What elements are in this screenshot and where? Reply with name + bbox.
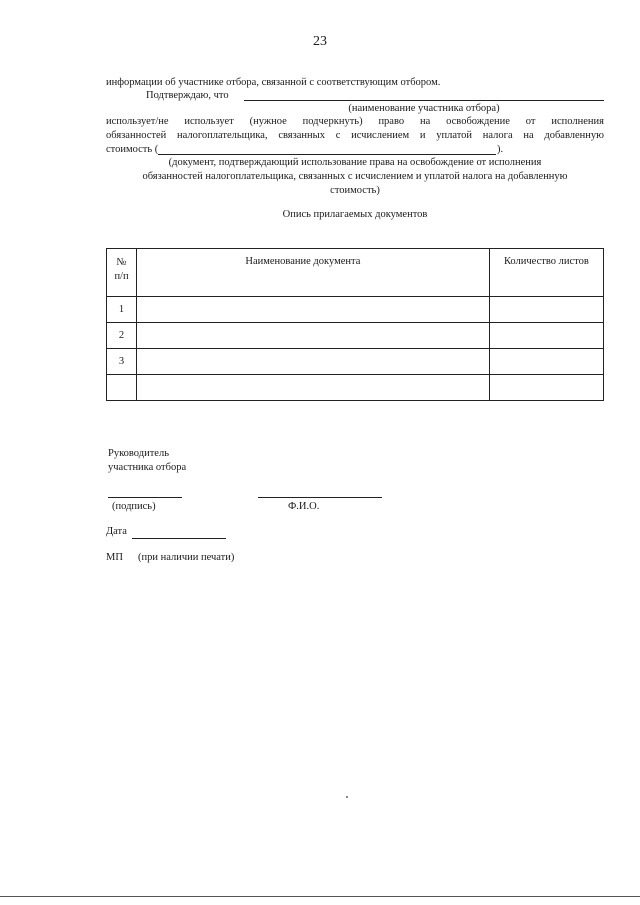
cost-prefix: стоимость (: [106, 144, 159, 155]
full-name-caption: Ф.И.О.: [288, 501, 320, 512]
table-row: [107, 323, 604, 349]
row-number: [107, 375, 137, 401]
document-caption-line-2: обязанностей налогоплательщика, связанных с исчислением и уплатой налога на добавленную: [142, 171, 568, 182]
confirm-prefix: Подтверждаю, что: [146, 90, 229, 101]
document-caption-line-3: стоимость): [330, 185, 380, 196]
paragraph-line-2: обязанностей налогоплательщика, связанных с исчислением и уплатой налога на добавленную: [106, 130, 604, 141]
supporting-document-field[interactable]: [158, 154, 496, 155]
header-sheet-count: Количество листов: [489, 249, 603, 297]
date-field[interactable]: [132, 538, 226, 539]
participant-caption: (наименование участника отбора): [348, 103, 500, 114]
header-number-line2: п/п: [114, 271, 129, 282]
date-label: Дата: [106, 526, 127, 537]
table-header-row: [107, 249, 604, 297]
header-document-name: Наименование документа: [137, 249, 490, 297]
paragraph-line-1: использует/не использует (нужное подчеркнуть) право на освобождение от исполнения: [106, 116, 604, 127]
scan-speck: [346, 796, 348, 798]
signature-caption: (подпись): [112, 501, 156, 512]
page-number: 23: [313, 34, 327, 49]
participant-name-field[interactable]: [244, 100, 604, 101]
document-caption-line-1: (документ, подтверждающий использование права на освобождение от исполнения: [168, 157, 542, 168]
signer-role-line2: участника отбора: [108, 462, 187, 473]
sheet-count-cell[interactable]: [489, 375, 603, 401]
header-number: [107, 249, 137, 297]
sheet-count-cell[interactable]: [489, 349, 603, 375]
document-name-cell[interactable]: [137, 349, 490, 375]
signer-role-line1: Руководитель: [108, 448, 169, 459]
document-name-cell[interactable]: [137, 323, 490, 349]
row-number: 2: [107, 323, 137, 349]
cost-suffix: ).: [497, 144, 504, 155]
document-name-cell[interactable]: [137, 297, 490, 323]
signature-field[interactable]: [108, 497, 182, 498]
row-number: 3: [107, 349, 137, 375]
seal-label: МП: [106, 552, 123, 563]
inventory-table: [106, 248, 604, 401]
sheet-count-cell[interactable]: [489, 297, 603, 323]
table-row: [107, 349, 604, 375]
document-name-cell[interactable]: [137, 375, 490, 401]
full-name-field[interactable]: [258, 497, 382, 498]
table-row: [107, 375, 604, 401]
inventory-title: Опись прилагаемых документов: [282, 209, 428, 220]
intro-line: информации об участнике отбора, связанной с соответствующим отбором.: [106, 77, 441, 88]
header-number-line1: №: [116, 257, 127, 268]
seal-note: (при наличии печати): [138, 552, 235, 563]
bottom-edge-rule: [0, 896, 640, 897]
sheet-count-cell[interactable]: [489, 323, 603, 349]
row-number: 1: [107, 297, 137, 323]
table-row: [107, 297, 604, 323]
